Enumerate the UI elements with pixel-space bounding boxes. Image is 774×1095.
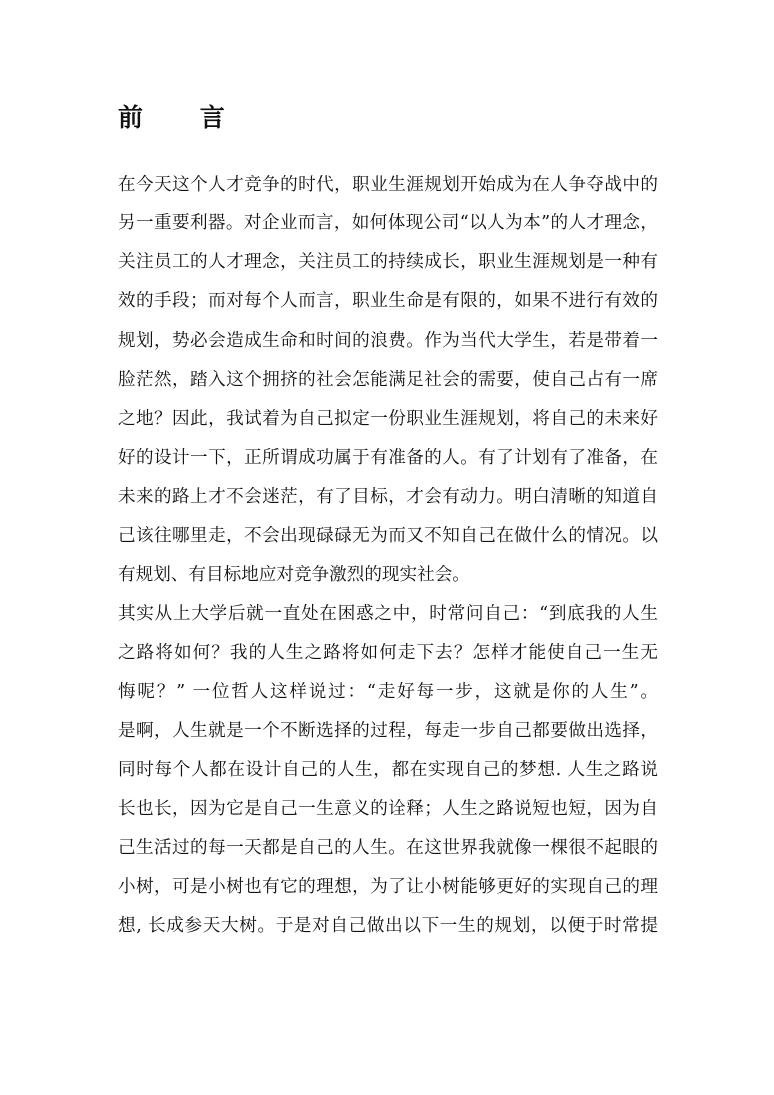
- text-line: 规划，势必会造成生命和时间的浪费。作为当代大学生，若是带着一: [118, 331, 658, 351]
- text-line: 好的设计一下，正所谓成功属于有准备的人。有了计划有了准备，在: [118, 448, 658, 468]
- text-line: 同时每个人都在设计自己的人生，都在实现自己的梦想. 人生之路说: [118, 760, 658, 780]
- text-line: 效的手段；而对每个人而言，职业生命是有限的，如果不进行有效的: [118, 291, 658, 311]
- text-line: 小树，可是小树也有它的理想，为了让小树能够更好的实现自己的理: [118, 877, 658, 897]
- text-line: 未来的路上才不会迷茫，有了目标，才会有动力。明白清晰的知道自: [118, 487, 658, 507]
- text-line: 悔呢？” 一位哲人这样说过：“走好每一步，这就是你的人生”。: [118, 682, 658, 702]
- text-line: 在今天这个人才竞争的时代，职业生涯规划开始成为在人争夺战中的: [118, 175, 658, 195]
- text-line: 己生活过的每一天都是自己的人生。在这世界我就像一棵很不起眼的: [118, 838, 658, 858]
- text-line: 另一重要利器。对企业而言，如何体现公司“以人为本”的人才理念，: [118, 213, 658, 233]
- text-line: 其实从上大学后就一直处在困惑之中，时常问自己：“到底我的人生: [118, 604, 658, 624]
- page-title: 前 言: [118, 103, 249, 132]
- text-line: 是啊，人生就是一个不断选择的过程，每走一步自己都要做出选择，: [118, 721, 658, 741]
- text-line: 想, 长成参天大树。于是对自己做出以下一生的规划，以便于时常提: [118, 916, 658, 936]
- text-line: 长也长，因为它是自己一生意义的诠释；人生之路说短也短，因为自: [118, 799, 658, 819]
- text-line: 之地？因此，我试着为自己拟定一份职业生涯规划，将自己的未来好: [118, 409, 658, 429]
- text-line: 有规划、有目标地应对竞争激烈的现实社会。: [118, 565, 470, 585]
- text-line: 脸茫然，踏入这个拥挤的社会怎能满足社会的需要，使自己占有一席: [118, 370, 658, 390]
- text-line: 己该往哪里走，不会出现碌碌无为而又不知自己在做什么的情况。以: [118, 526, 658, 546]
- text-line: 之路将如何？我的人生之路将如何走下去？怎样才能使自己一生无: [118, 643, 658, 663]
- text-line: 关注员工的人才理念，关注员工的持续成长，职业生涯规划是一种有: [118, 252, 658, 272]
